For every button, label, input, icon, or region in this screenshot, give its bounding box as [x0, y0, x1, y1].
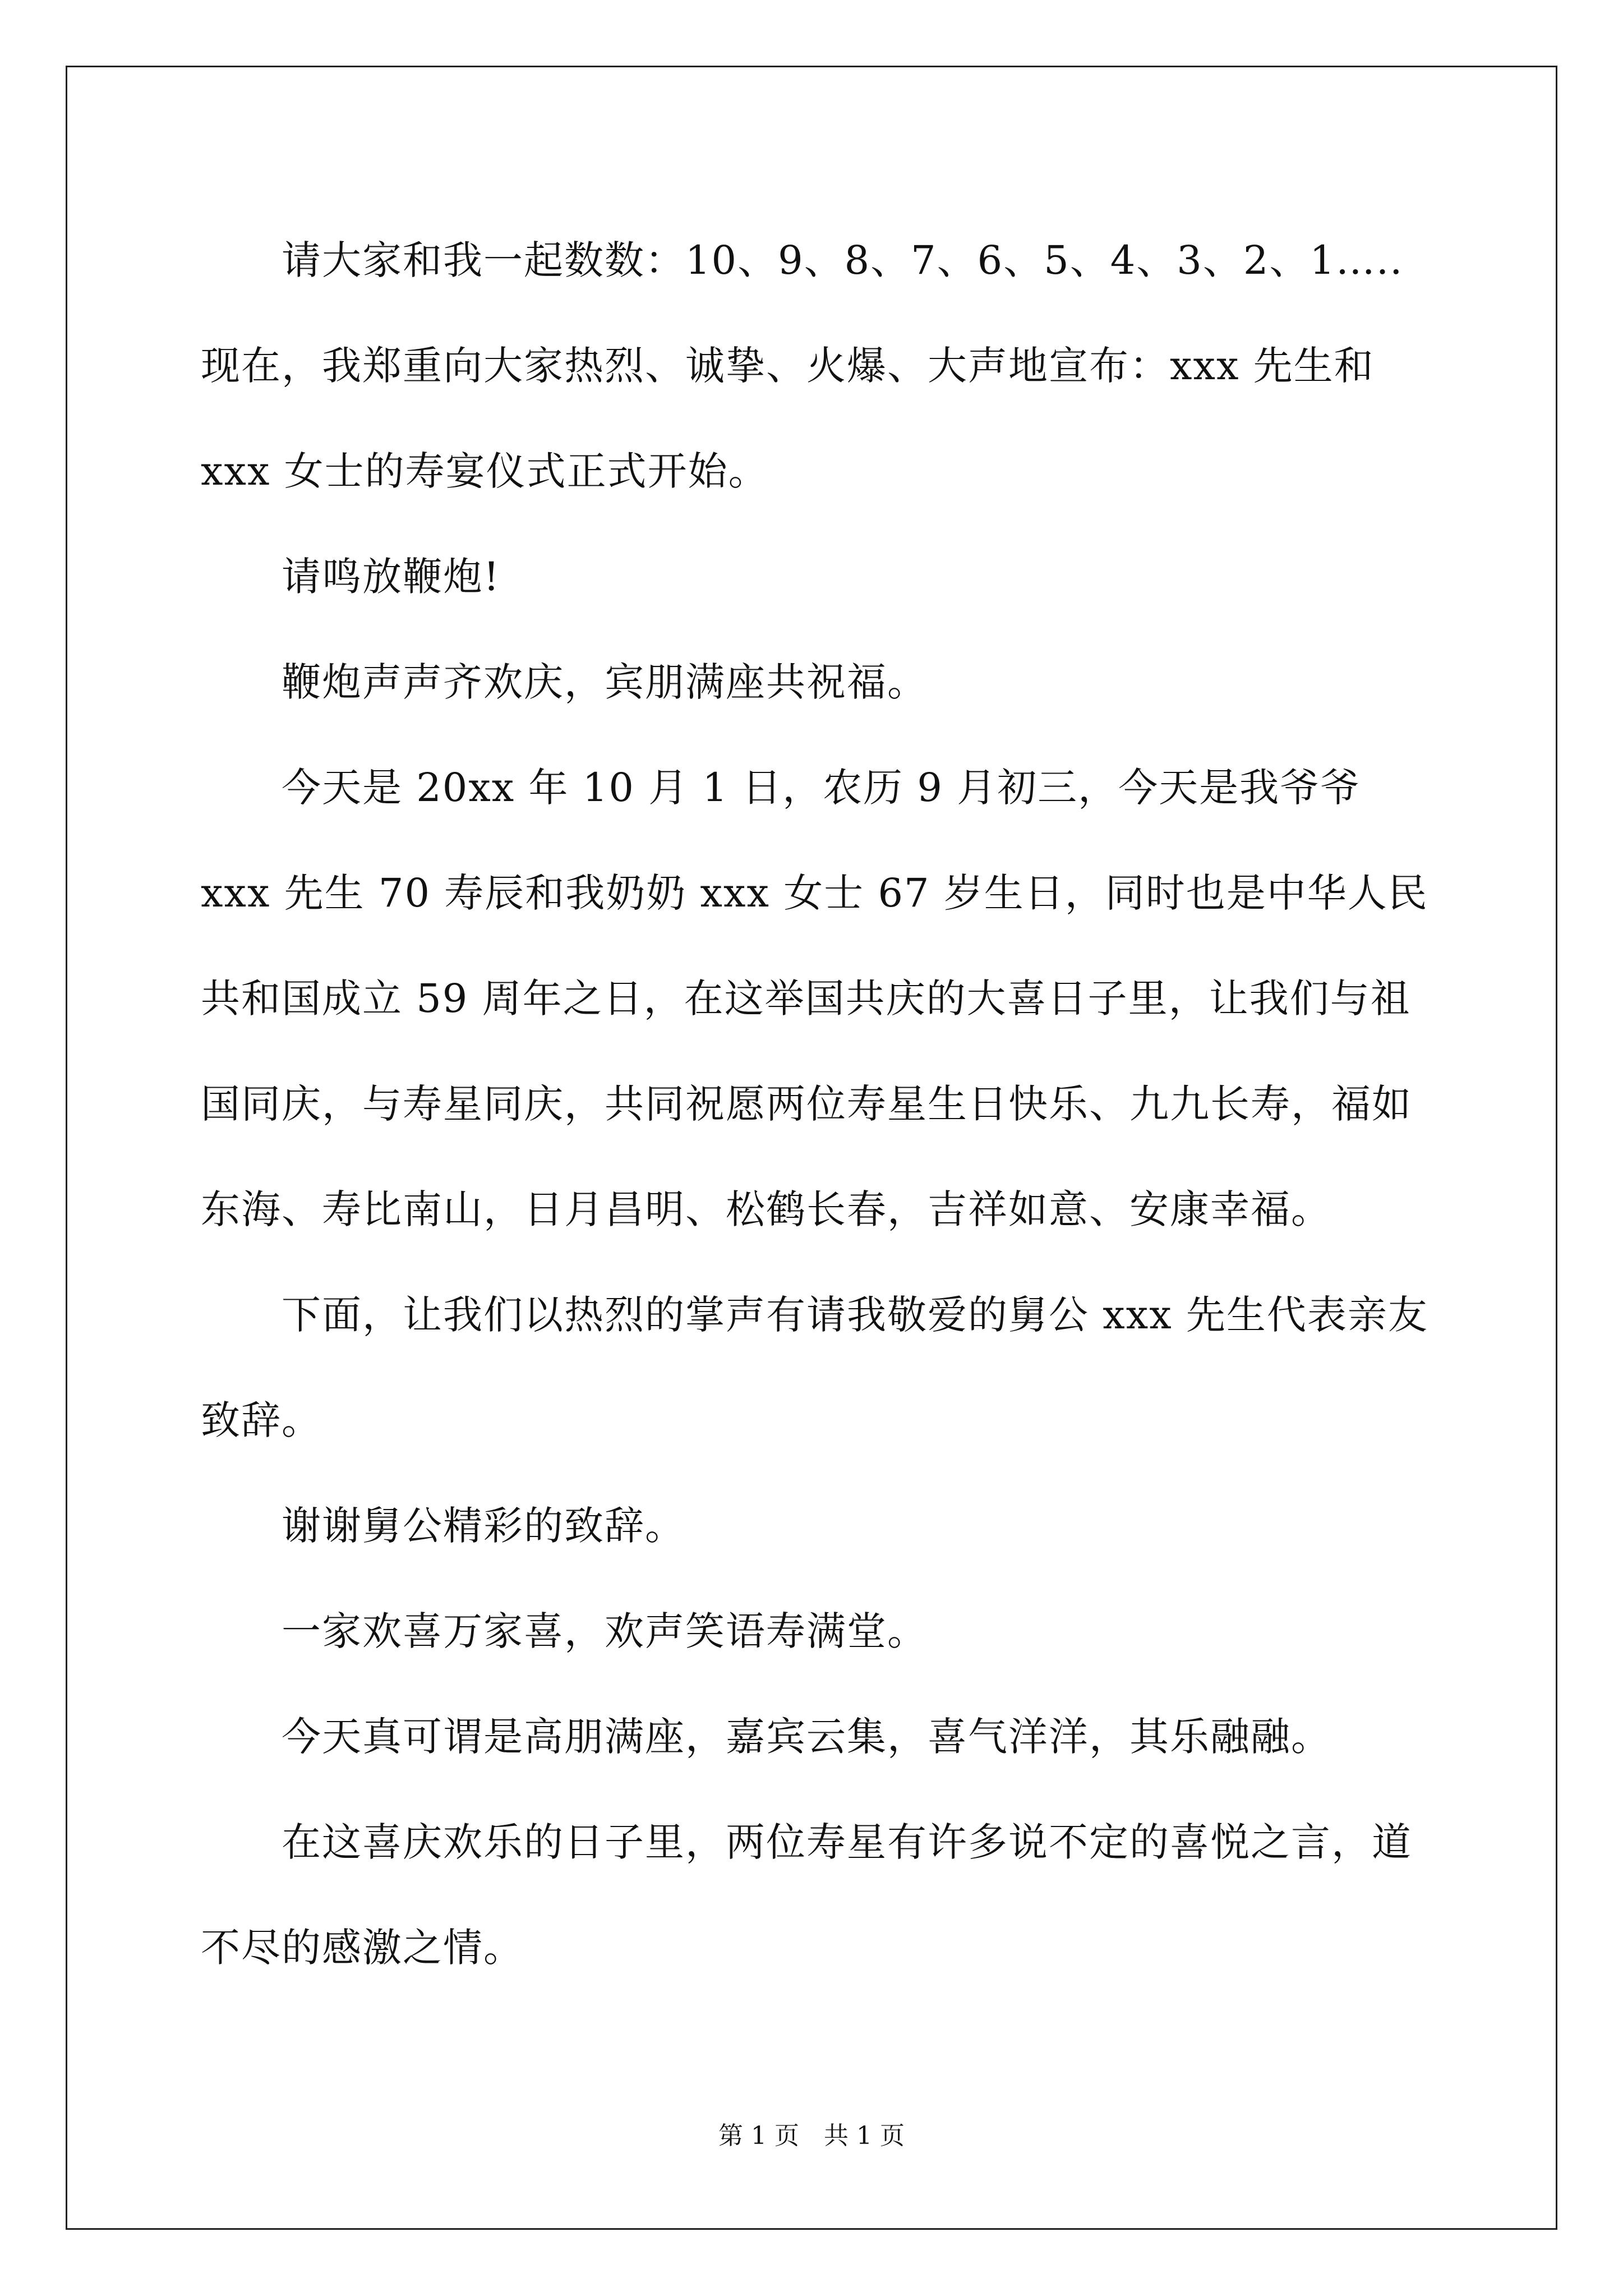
paragraph-countdown: 请大家和我一起数数：10、9、8、7、6、5、4、3、2、1…..现在，我郑重向大家热烈、诚挚、火爆、大声地宣布：xxx 先生和 xxx 女士的寿宴仪式正式开始。 — [201, 237, 1404, 494]
paragraph-firecrackers: 请鸣放鞭炮! — [282, 554, 501, 600]
paragraph-speech-invite: 下面，让我们以热烈的掌声有请我敬爱的舅公 xxx 先生代表亲友致辞。 — [201, 1292, 1428, 1443]
paragraph-thanks: 谢谢舅公精彩的致辞。 — [282, 1503, 685, 1549]
paragraph-family-joy: 一家欢喜万家喜，欢声笑语寿满堂。 — [282, 1608, 928, 1654]
paragraph-guests: 今天真可谓是高朋满座，嘉宾云集，喜气洋洋，其乐融融。 — [282, 1714, 1331, 1760]
paragraph-celebration: 鞭炮声声齐欢庆，宾朋满座共祝福。 — [282, 659, 928, 705]
paragraph-birthday: 今天是 20xx 年 10 月 1 日，农历 9 月初三，今天是我爷爷 xxx 先生 70 寿辰和我奶奶 xxx 女士 67 岁生日，同时也是中华人民共和国成立 59 周年之日，在这举国共庆的大喜日子里，让我们与祖国同庆，与寿星同庆，共同祝愿两位寿星生日快乐、九九长寿，福如东海、寿比南山，日月昌明、松鹤长春，吉祥如意、安康幸福。 — [201, 765, 1428, 1232]
paragraph-gratitude: 在这喜庆欢乐的日子里，两位寿星有许多说不定的喜悦之言，道不尽的感激之情。 — [201, 1819, 1412, 1971]
page-footer: 第 1 页 共 1 页 — [718, 2122, 905, 2150]
document-body — [201, 208, 1435, 2000]
